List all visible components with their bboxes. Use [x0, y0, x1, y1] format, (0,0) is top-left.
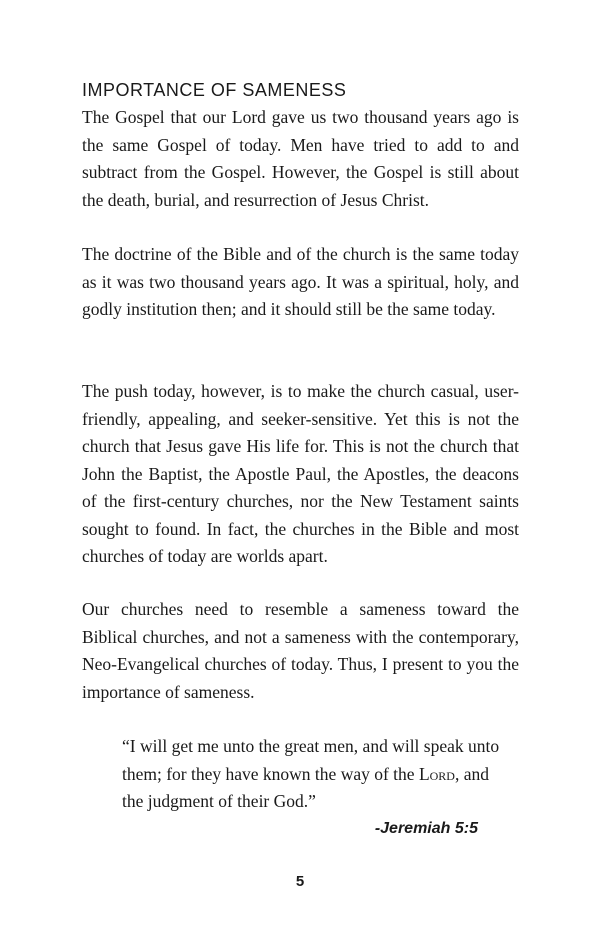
quote-lord: Lord: [418, 763, 455, 784]
scripture-quote: [122, 733, 502, 816]
scripture-citation: -Jeremiah 5:5: [374, 820, 478, 837]
paragraph-4: Our churches need to resemble a sameness toward the Biblical churches, and not a sameness with the contemporary, Neo-Evangelical churches of today. Thus, I present to you the importance of sameness.: [82, 599, 519, 702]
page-number: 5: [295, 873, 305, 890]
paragraph-2: The doctrine of the Bible and of the church is the same today as it was two thousand years ago. It was a spiritual, holy, and godly institution then; and it should still be the same today.: [82, 244, 519, 319]
quote-text-start: “I will get me unto the great men, and will speak unto them; for they have known the way of the: [122, 736, 500, 784]
paragraph-1: The Gospel that our Lord gave us two thousand years ago is the same Gospel of today. Men have tried to add to and subtract from the Gospel. However, the Gospel is still about the death, burial, and resurrection of Jesus Christ.: [82, 107, 519, 210]
quote-text-end: , and the judgment of their God.”: [122, 763, 489, 811]
section-heading: IMPORTANCE OF SAMENESS: [82, 80, 347, 100]
paragraph-3: The push today, however, is to make the church casual, user-friendly, appealing, and seeker-sensitive. Yet this is not the church that Jesus gave His life for. This is not the church that John the Baptist, the Apostle Paul, the Apostles, the deacons of the first-century churches, nor the New Testament saints sought to found. In fact, the churches in the Bible and most churches of today are worlds apart.: [82, 381, 519, 566]
